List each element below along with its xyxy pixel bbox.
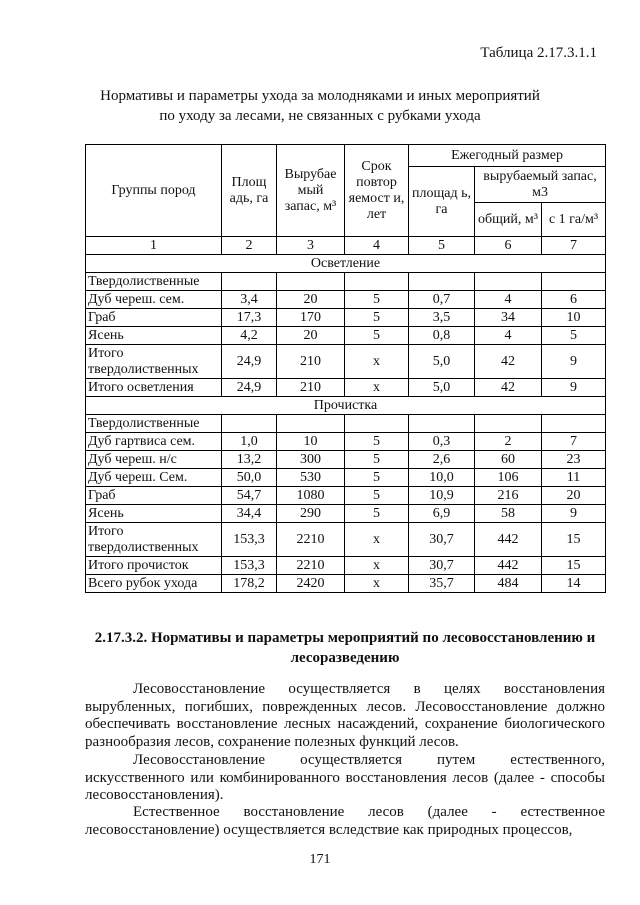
table-row xyxy=(86,487,606,505)
table-cell: х xyxy=(345,557,409,575)
table-cell: 170 xyxy=(277,309,345,327)
header-groups: Группы пород xyxy=(86,145,222,237)
table-cell xyxy=(345,273,409,291)
table-cell: 5 xyxy=(345,505,409,523)
table-row xyxy=(86,309,606,327)
row-label: Твердолиственные xyxy=(86,415,222,433)
table-cell: 300 xyxy=(277,451,345,469)
table-cell: 153,3 xyxy=(222,557,277,575)
table-row xyxy=(86,327,606,345)
table-cell xyxy=(475,273,542,291)
table-cell: 34 xyxy=(475,309,542,327)
table-cell: 178,2 xyxy=(222,575,277,593)
table-row xyxy=(86,523,606,557)
table-cell: 442 xyxy=(475,557,542,575)
row-label: Граб xyxy=(86,487,222,505)
row-label: Твердолиственные xyxy=(86,273,222,291)
table-cell xyxy=(409,415,475,433)
table-cell: 442 xyxy=(475,523,542,557)
section-row xyxy=(86,397,606,415)
header-total: общий, м³ xyxy=(475,203,542,237)
table-cell: х xyxy=(345,523,409,557)
table-cell xyxy=(222,273,277,291)
table-cell: 5 xyxy=(345,451,409,469)
table-number: Таблица 2.17.3.1.1 xyxy=(480,45,597,61)
table-cell: 23 xyxy=(542,451,606,469)
header-annual-area: площад ь, га xyxy=(409,167,475,237)
table-row xyxy=(86,415,606,433)
row-label: Дуб череш. Сем. xyxy=(86,469,222,487)
table-cell: 20 xyxy=(277,291,345,309)
paragraph-1: Лесовосстановление осуществляется в целях восстановления вырубленных, погибших, поврежденных лесов. Лесовосстановление должно обеспечивать восстановление лесных насаждений, сохранение биологического разнообразия лесов, сохранение полезных функций лесов. xyxy=(85,681,605,750)
table-cell: 15 xyxy=(542,557,606,575)
row-label: Всего рубок ухода xyxy=(86,575,222,593)
header-area: Площ адь, га xyxy=(222,145,277,237)
table-cell: 10 xyxy=(277,433,345,451)
table-cell: 9 xyxy=(542,379,606,397)
row-label: Граб xyxy=(86,309,222,327)
table-cell: 1,0 xyxy=(222,433,277,451)
table-cell: 5,0 xyxy=(409,345,475,379)
table-cell: 4 xyxy=(475,327,542,345)
table-cell: 9 xyxy=(542,345,606,379)
table-caption xyxy=(0,86,640,126)
table-cell: х xyxy=(345,379,409,397)
table-cell: 5,0 xyxy=(409,379,475,397)
table-cell: 54,7 xyxy=(222,487,277,505)
table-cell: 0,3 xyxy=(409,433,475,451)
table-cell: 5 xyxy=(345,433,409,451)
header-annual: Ежегодный размер xyxy=(409,145,606,167)
table-row xyxy=(86,291,606,309)
header-harvest: Вырубае мый запас, м³ xyxy=(277,145,345,237)
table-cell xyxy=(277,273,345,291)
column-number: 2 xyxy=(222,237,277,255)
table-cell: 11 xyxy=(542,469,606,487)
table-cell xyxy=(409,273,475,291)
table-cell: 9 xyxy=(542,505,606,523)
table-cell: 42 xyxy=(475,345,542,379)
caption-line-2: по уходу за лесами, не связанных с рубками ухода xyxy=(159,108,481,124)
table-cell: 5 xyxy=(542,327,606,345)
paragraph-2: Лесовосстановление осуществляется путем естественного, искусственного или комбинированного восстановления лесов (далее - способы лесовосстановления). xyxy=(85,752,605,803)
table-cell: 42 xyxy=(475,379,542,397)
table-cell: х xyxy=(345,575,409,593)
table-cell: 50,0 xyxy=(222,469,277,487)
table-cell: 10 xyxy=(542,309,606,327)
table-cell: 10,0 xyxy=(409,469,475,487)
row-label: Ясень xyxy=(86,505,222,523)
table-row xyxy=(86,345,606,379)
table-cell: 20 xyxy=(277,327,345,345)
section-row xyxy=(86,255,606,273)
table-row xyxy=(86,575,606,593)
table-cell: 2210 xyxy=(277,523,345,557)
table-cell xyxy=(222,415,277,433)
table-cell: 2210 xyxy=(277,557,345,575)
row-label: Итого твердолиственных xyxy=(86,345,222,379)
header-period: Срок повтор яемост и, лет xyxy=(345,145,409,237)
row-label: Итого осветления xyxy=(86,379,222,397)
table-row xyxy=(86,469,606,487)
column-numbers-row xyxy=(86,237,606,255)
table-cell: 1080 xyxy=(277,487,345,505)
table-cell: 7 xyxy=(542,433,606,451)
header-per-ha: с 1 га/м³ xyxy=(542,203,606,237)
table-cell: 5 xyxy=(345,309,409,327)
table-row xyxy=(86,433,606,451)
table-cell: 2,6 xyxy=(409,451,475,469)
table-cell: х xyxy=(345,345,409,379)
table-cell xyxy=(277,415,345,433)
table-cell: 4,2 xyxy=(222,327,277,345)
table-cell xyxy=(345,415,409,433)
table-cell: 24,9 xyxy=(222,345,277,379)
column-number: 4 xyxy=(345,237,409,255)
table-cell xyxy=(542,273,606,291)
column-number: 3 xyxy=(277,237,345,255)
row-label: Дуб череш. сем. xyxy=(86,291,222,309)
column-number: 7 xyxy=(542,237,606,255)
norms-table xyxy=(85,144,606,593)
column-number: 5 xyxy=(409,237,475,255)
table-row xyxy=(86,451,606,469)
table-cell: 5 xyxy=(345,327,409,345)
table-cell: 30,7 xyxy=(409,523,475,557)
table-cell: 2 xyxy=(475,433,542,451)
table-cell: 3,4 xyxy=(222,291,277,309)
table-cell: 290 xyxy=(277,505,345,523)
table-cell: 35,7 xyxy=(409,575,475,593)
table-cell: 20 xyxy=(542,487,606,505)
table-cell: 14 xyxy=(542,575,606,593)
table-cell: 34,4 xyxy=(222,505,277,523)
column-number: 1 xyxy=(86,237,222,255)
table-cell: 15 xyxy=(542,523,606,557)
table-cell: 484 xyxy=(475,575,542,593)
row-label: Ясень xyxy=(86,327,222,345)
table-cell: 0,7 xyxy=(409,291,475,309)
table-cell xyxy=(475,415,542,433)
paragraph-3: Естественное восстановление лесов (далее - естественное лесовосстановление) осуществляется вследствие как природных процессов, xyxy=(85,804,605,838)
table-cell: 0,8 xyxy=(409,327,475,345)
table-cell: 17,3 xyxy=(222,309,277,327)
section-title: Прочистка xyxy=(86,397,606,415)
page-number: 171 xyxy=(309,852,331,867)
table-cell: 3,5 xyxy=(409,309,475,327)
table-cell: 5 xyxy=(345,291,409,309)
table-cell: 210 xyxy=(277,379,345,397)
table-row xyxy=(86,505,606,523)
caption-line-1: Нормативы и параметры ухода за молодняками и иных мероприятий xyxy=(100,88,540,104)
table-cell: 24,9 xyxy=(222,379,277,397)
table-row xyxy=(86,557,606,575)
table-cell: 13,2 xyxy=(222,451,277,469)
table-row xyxy=(86,273,606,291)
table-cell: 106 xyxy=(475,469,542,487)
table-cell: 60 xyxy=(475,451,542,469)
table-cell: 58 xyxy=(475,505,542,523)
section-heading: 2.17.3.2. Нормативы и параметры мероприятий по лесовосстановлению и лесоразведению xyxy=(94,630,596,666)
table-cell: 6 xyxy=(542,291,606,309)
column-number: 6 xyxy=(475,237,542,255)
table-row xyxy=(86,379,606,397)
row-label: Итого твердолиственных xyxy=(86,523,222,557)
table-cell: 30,7 xyxy=(409,557,475,575)
table-cell: 5 xyxy=(345,487,409,505)
section-title: Осветление xyxy=(86,255,606,273)
row-label: Итого прочисток xyxy=(86,557,222,575)
table-cell: 153,3 xyxy=(222,523,277,557)
table-cell: 6,9 xyxy=(409,505,475,523)
table-cell: 530 xyxy=(277,469,345,487)
table-cell: 2420 xyxy=(277,575,345,593)
table-cell xyxy=(542,415,606,433)
table-cell: 10,9 xyxy=(409,487,475,505)
header-annual-volume: вырубаемый запас, м3 xyxy=(475,167,606,203)
table-cell: 216 xyxy=(475,487,542,505)
table-cell: 4 xyxy=(475,291,542,309)
table-cell: 5 xyxy=(345,469,409,487)
table-cell: 210 xyxy=(277,345,345,379)
row-label: Дуб череш. н/с xyxy=(86,451,222,469)
row-label: Дуб гартвиса сем. xyxy=(86,433,222,451)
